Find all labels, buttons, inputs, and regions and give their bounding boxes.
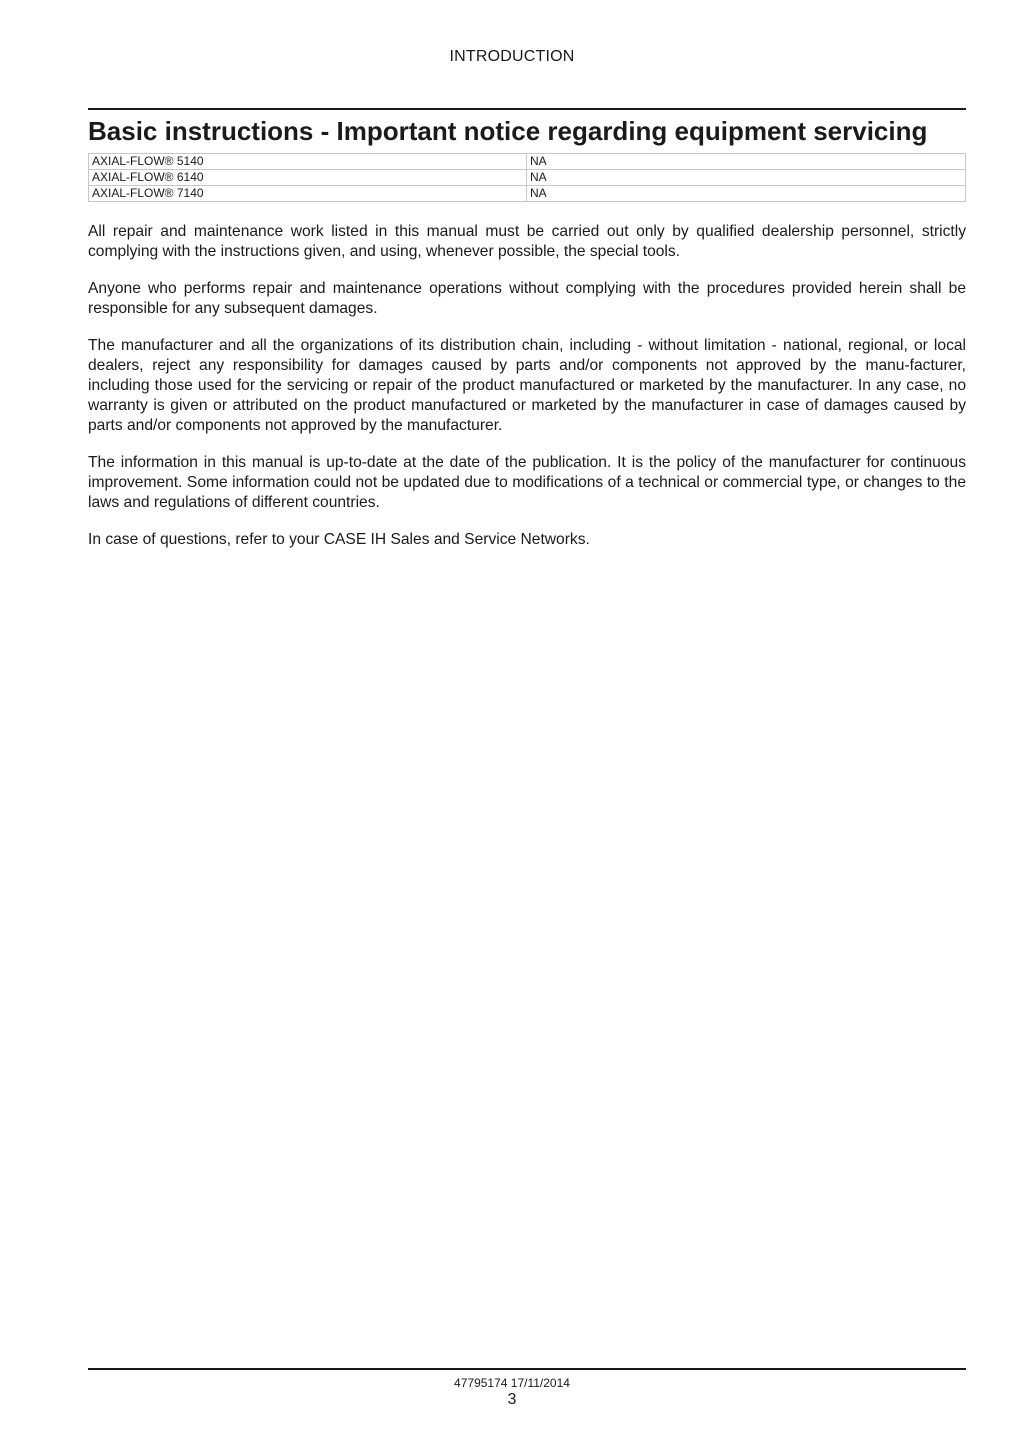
market-cell: NA — [527, 186, 966, 202]
paragraph-contact: In case of questions, refer to your CASE IH Sales and Service Networks. — [88, 531, 590, 548]
model-cell: AXIAL-FLOW® 5140 — [89, 154, 527, 170]
table-row — [89, 154, 966, 170]
model-applicability-table — [88, 153, 966, 202]
model-cell: AXIAL-FLOW® 7140 — [89, 186, 527, 202]
running-header: INTRODUCTION — [449, 48, 575, 65]
table-row — [89, 170, 966, 186]
paragraph-responsibility: Anyone who performs repair and maintenance operations without complying with the procedures provided herein shall be responsible for any subsequent damages. — [88, 280, 966, 317]
page-title: Basic instructions - Important notice regarding equipment servicing — [88, 116, 928, 146]
header-rule — [88, 108, 966, 110]
table-row — [89, 186, 966, 202]
page-number: 3 — [507, 1391, 517, 1408]
body-text — [88, 222, 966, 567]
paragraph-warranty-disclaimer: The manufacturer and all the organizations of its distribution chain, including - without limitation - national, regional, or local dealers, reject any responsibility for damages caused by parts and/or components not approved by the manu-facturer, including those used for the servicing or repair of the product manufactured or marketed by the manufacturer. In any case, no warranty is given or attributed on the product manufactured or marketed by the manufacturer in case of damages caused by parts and/or components not approved by the manufacturer. — [88, 337, 966, 434]
market-cell: NA — [527, 170, 966, 186]
paragraph-information-currency: The information in this manual is up-to-date at the date of the publication. It is the policy of the manufacturer for continuous improvement. Some information could not be updated due to modifications of a technical or commercial type, or changes to the laws and regulations of different countries. — [88, 454, 966, 511]
model-cell: AXIAL-FLOW® 6140 — [89, 170, 527, 186]
paragraph-qualified-personnel: All repair and maintenance work listed in this manual must be carried out only by qualified dealership personnel, strictly complying with the instructions given, and using, whenever possible, the special tools. — [88, 223, 966, 260]
footer-rule — [88, 1368, 966, 1370]
footer-document-number: 47795174 17/11/2014 — [454, 1376, 570, 1390]
market-cell: NA — [527, 154, 966, 170]
